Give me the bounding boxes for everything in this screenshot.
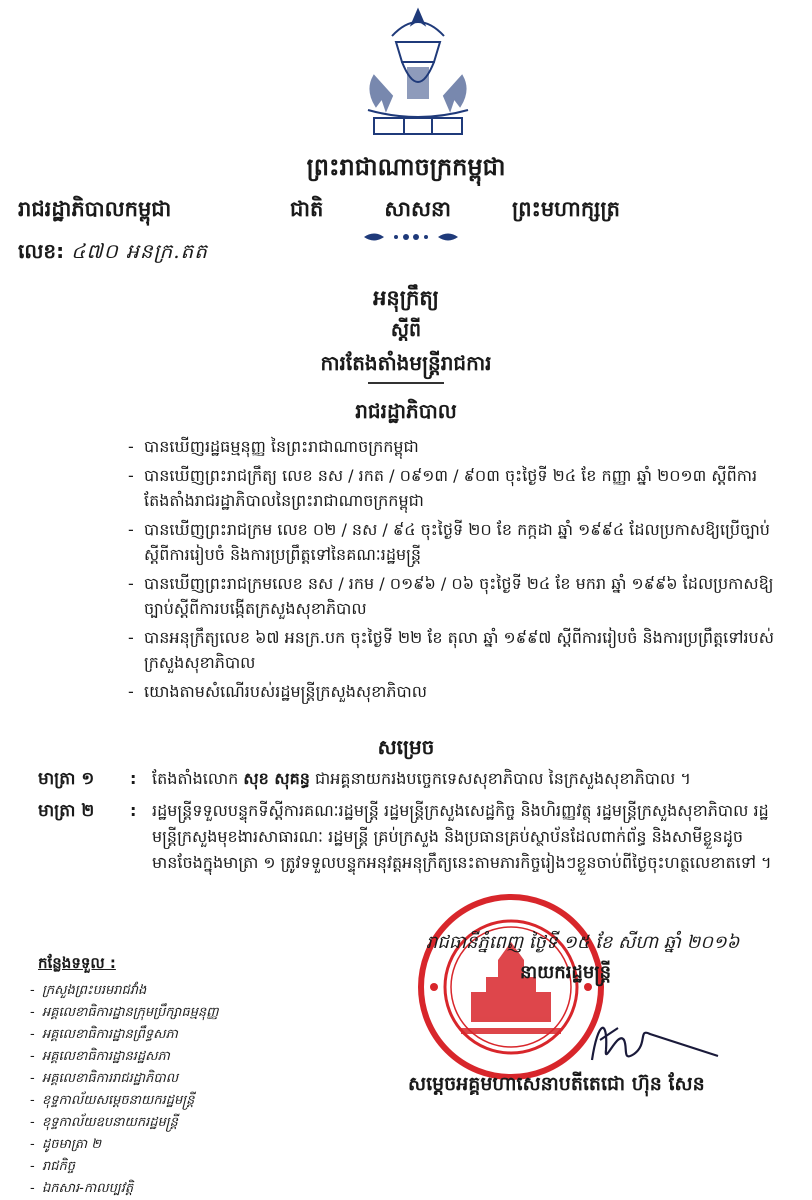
signing-date: រាជធានីភ្នំពេញ ថ្ងៃទី ១៥ ខែ សីហា ឆ្នាំ ២០១៦: [426, 932, 740, 953]
royal-emblem-icon: [352, 6, 484, 144]
document-subject: ការតែងតាំងមន្ត្រីរាជការ: [320, 351, 492, 375]
recipient-item: - អគ្គលេខាធិការដ្ឋានព្រឹទ្ធសភា: [30, 1024, 290, 1046]
ornament-divider-icon: [362, 230, 460, 244]
consideration-item: - បានឃើញព្រះរាជក្រឹត្យ លេខ នស / រកត / ០៩១៣ / ៩០៣ ចុះថ្ងៃទី ២៤ ខែ កញ្ញា ឆ្នាំ ២០១៣ ស្តីពីការតែងតាំងរាជរដ្ឋាភិបាលនៃព្រះរាជាណាចក្រកម្ពុជា: [128, 463, 788, 513]
recipient-item: - ដូចមាត្រា ២: [30, 1134, 290, 1156]
issuer-heading: រាជរដ្ឋាភិបាល: [355, 399, 457, 423]
kingdom-title: ព្រះរាជាណាចក្រកម្ពុជា: [306, 153, 506, 181]
articles-section: [38, 766, 790, 882]
recipient-item: - ខុទ្ទកាល័យឧបនាយករដ្ឋមន្ត្រី: [30, 1112, 290, 1134]
recipient-item: - ក្រសួងព្រះបរមរាជវាំង: [30, 980, 290, 1002]
recipient-item: - រាជកិច្ច: [30, 1156, 290, 1178]
government-name: រាជរដ្ឋាភិបាលកម្ពុជា: [18, 197, 172, 221]
article-text: រដ្ឋមន្ត្រីទទួលបន្ទុកទីស្តីការគណៈរដ្ឋមន្ត្រី រដ្ឋមន្ត្រីក្រសួងសេដ្ឋកិច្ច និងហិរញ្ញវត្ថុ រដ្ឋមន្ត្រីក្រសួងសុខាភិបាល រដ្ឋមន្ត្រីក្រសួងមុខងារសាធារណៈ រដ្ឋមន្ត្រី គ្រប់ក្រសួង និងប្រធានគ្រប់ស្ថាប័នដែលពាក់ព័ន្ធ និងសាមីខ្លួនដូចមានចែងក្នុងមាត្រា ១ ត្រូវទទួលបន្ទុកអនុវត្តអនុក្រឹត្យនេះតាមភារកិច្ចរៀងៗខ្លួនចាប់ពីថ្ងៃចុះហត្ថលេខាតទៅ ។: [152, 801, 772, 872]
recipient-item: - ឯកសារ-កាលប្បវត្តិ: [30, 1178, 290, 1200]
article-label: មាត្រា ១: [38, 769, 95, 789]
article-text: តែងតាំងលោក សុខ សុគន្ធ ជាអគ្គនាយករងបច្ចេកទេសសុខាភិបាល នៃក្រសួងសុខាភិបាល ។: [152, 769, 691, 788]
reference-value: ៤៧០ អនក្រ.តត: [71, 239, 208, 263]
consideration-item: - បានឃើញព្រះរាជក្រមលេខ នស / រកម / ០១៩៦ / ០៦ ចុះថ្ងៃទី ២៤ ខែ មករា ឆ្នាំ ១៩៩៦ ដែលប្រកាសឱ្យច្បាប់ស្តីពីការបង្កើតក្រសួងសុខាភិបាល: [128, 571, 788, 621]
recipient-item: - អគ្គលេខាធិការរាជរដ្ឋាភិបាល: [30, 1068, 290, 1090]
recipient-item: - ខុទ្ទកាល័យសម្តេចនាយករដ្ឋមន្ត្រី: [30, 1090, 290, 1112]
decision-heading: សម្រេច: [377, 735, 435, 759]
recipient-item: - អគ្គលេខាធិការដ្ឋានរដ្ឋសភា: [30, 1046, 290, 1068]
article-label: មាត្រា ២: [38, 801, 95, 821]
article-1: មាត្រា ១ : តែងតាំងលោក សុខ សុគន្ធ ជាអគ្គនាយករងបច្ចេកទេសសុខាភិបាល នៃក្រសួងសុខាភិបាល ។: [38, 766, 790, 792]
recipient-item: - អគ្គលេខាធិការដ្ឋានក្រុមប្រឹក្សាធម្មនុញ្ញ: [30, 1002, 290, 1024]
handwritten-signature-icon: [578, 1010, 728, 1072]
appointee-name: សុខ សុគន្ធ: [243, 769, 310, 788]
title-divider: [368, 382, 444, 384]
motto-nation: ជាតិ: [290, 197, 324, 221]
document-type: អនុក្រឹត្យ: [373, 286, 439, 310]
considerations-list: [128, 434, 788, 708]
about-label: ស្តីពី: [390, 319, 422, 341]
motto-king: ព្រះមហាក្សត្រ: [512, 197, 620, 221]
recipients-list: [30, 954, 290, 1200]
consideration-item: - បានឃើញព្រះរាជក្រម លេខ ០២ / នស / ៩៤ ចុះថ្ងៃទី ២០ ខែ កក្កដា ឆ្នាំ ១៩៩៤ ដែលប្រកាសឱ្យប្រើច្បាប់ស្តីពីការរៀបចំ និងការប្រព្រឹត្តទៅនៃគណៈរដ្ឋមន្ត្រី: [128, 517, 788, 567]
signer-title: នាយករដ្ឋមន្ត្រី: [520, 962, 612, 983]
motto-religion: សាសនា: [384, 197, 451, 221]
consideration-item: - បានអនុក្រឹត្យលេខ ៦៧ អនក្រ.បក ចុះថ្ងៃទី ២២ ខែ តុលា ឆ្នាំ ១៩៩៧ ស្តីពីការរៀបចំ និងការប្រព្រឹត្តទៅរបស់ក្រសួងសុខាភិបាល: [128, 625, 788, 675]
consideration-item: - យោងតាមសំណើរបស់រដ្ឋមន្ត្រីក្រសួងសុខាភិបាល: [128, 679, 788, 704]
article-2: មាត្រា ២ : រដ្ឋមន្ត្រីទទួលបន្ទុកទីស្តីការគណៈរដ្ឋមន្ត្រី រដ្ឋមន្ត្រីក្រសួងសេដ្ឋកិច្ច និងហិរញ្ញវត្ថុ រដ្ឋមន្ត្រីក្រសួងសុខាភិបាល រដ្ឋមន្ត្រីក្រសួងមុខងារសាធារណៈ រដ្ឋមន្ត្រី គ្រប់ក្រសួង និងប្រធានគ្រប់ស្ថាប័នដែលពាក់ព័ន្ធ និងសាមីខ្លួនដូចមានចែងក្នុងមាត្រា ១ ត្រូវទទួលបន្ទុកអនុវត្តអនុក្រឹត្យនេះតាមភារកិច្ចរៀងៗខ្លួនចាប់ពីថ្ងៃចុះហត្ថលេខាតទៅ ។: [38, 798, 790, 876]
reference-label: លេខ:: [18, 239, 65, 263]
recipients-title: កន្លែងទទួល :: [38, 954, 116, 972]
consideration-item: - បានឃើញរដ្ឋធម្មនុញ្ញ នៃព្រះរាជាណាចក្រកម្ពុជា: [128, 434, 788, 459]
reference-number: [18, 238, 208, 268]
national-motto: [290, 196, 620, 227]
signer-name: សម្តេចអគ្គមហាសេនាបតីតេជោ ហ៊ុន សែន: [408, 1073, 705, 1095]
